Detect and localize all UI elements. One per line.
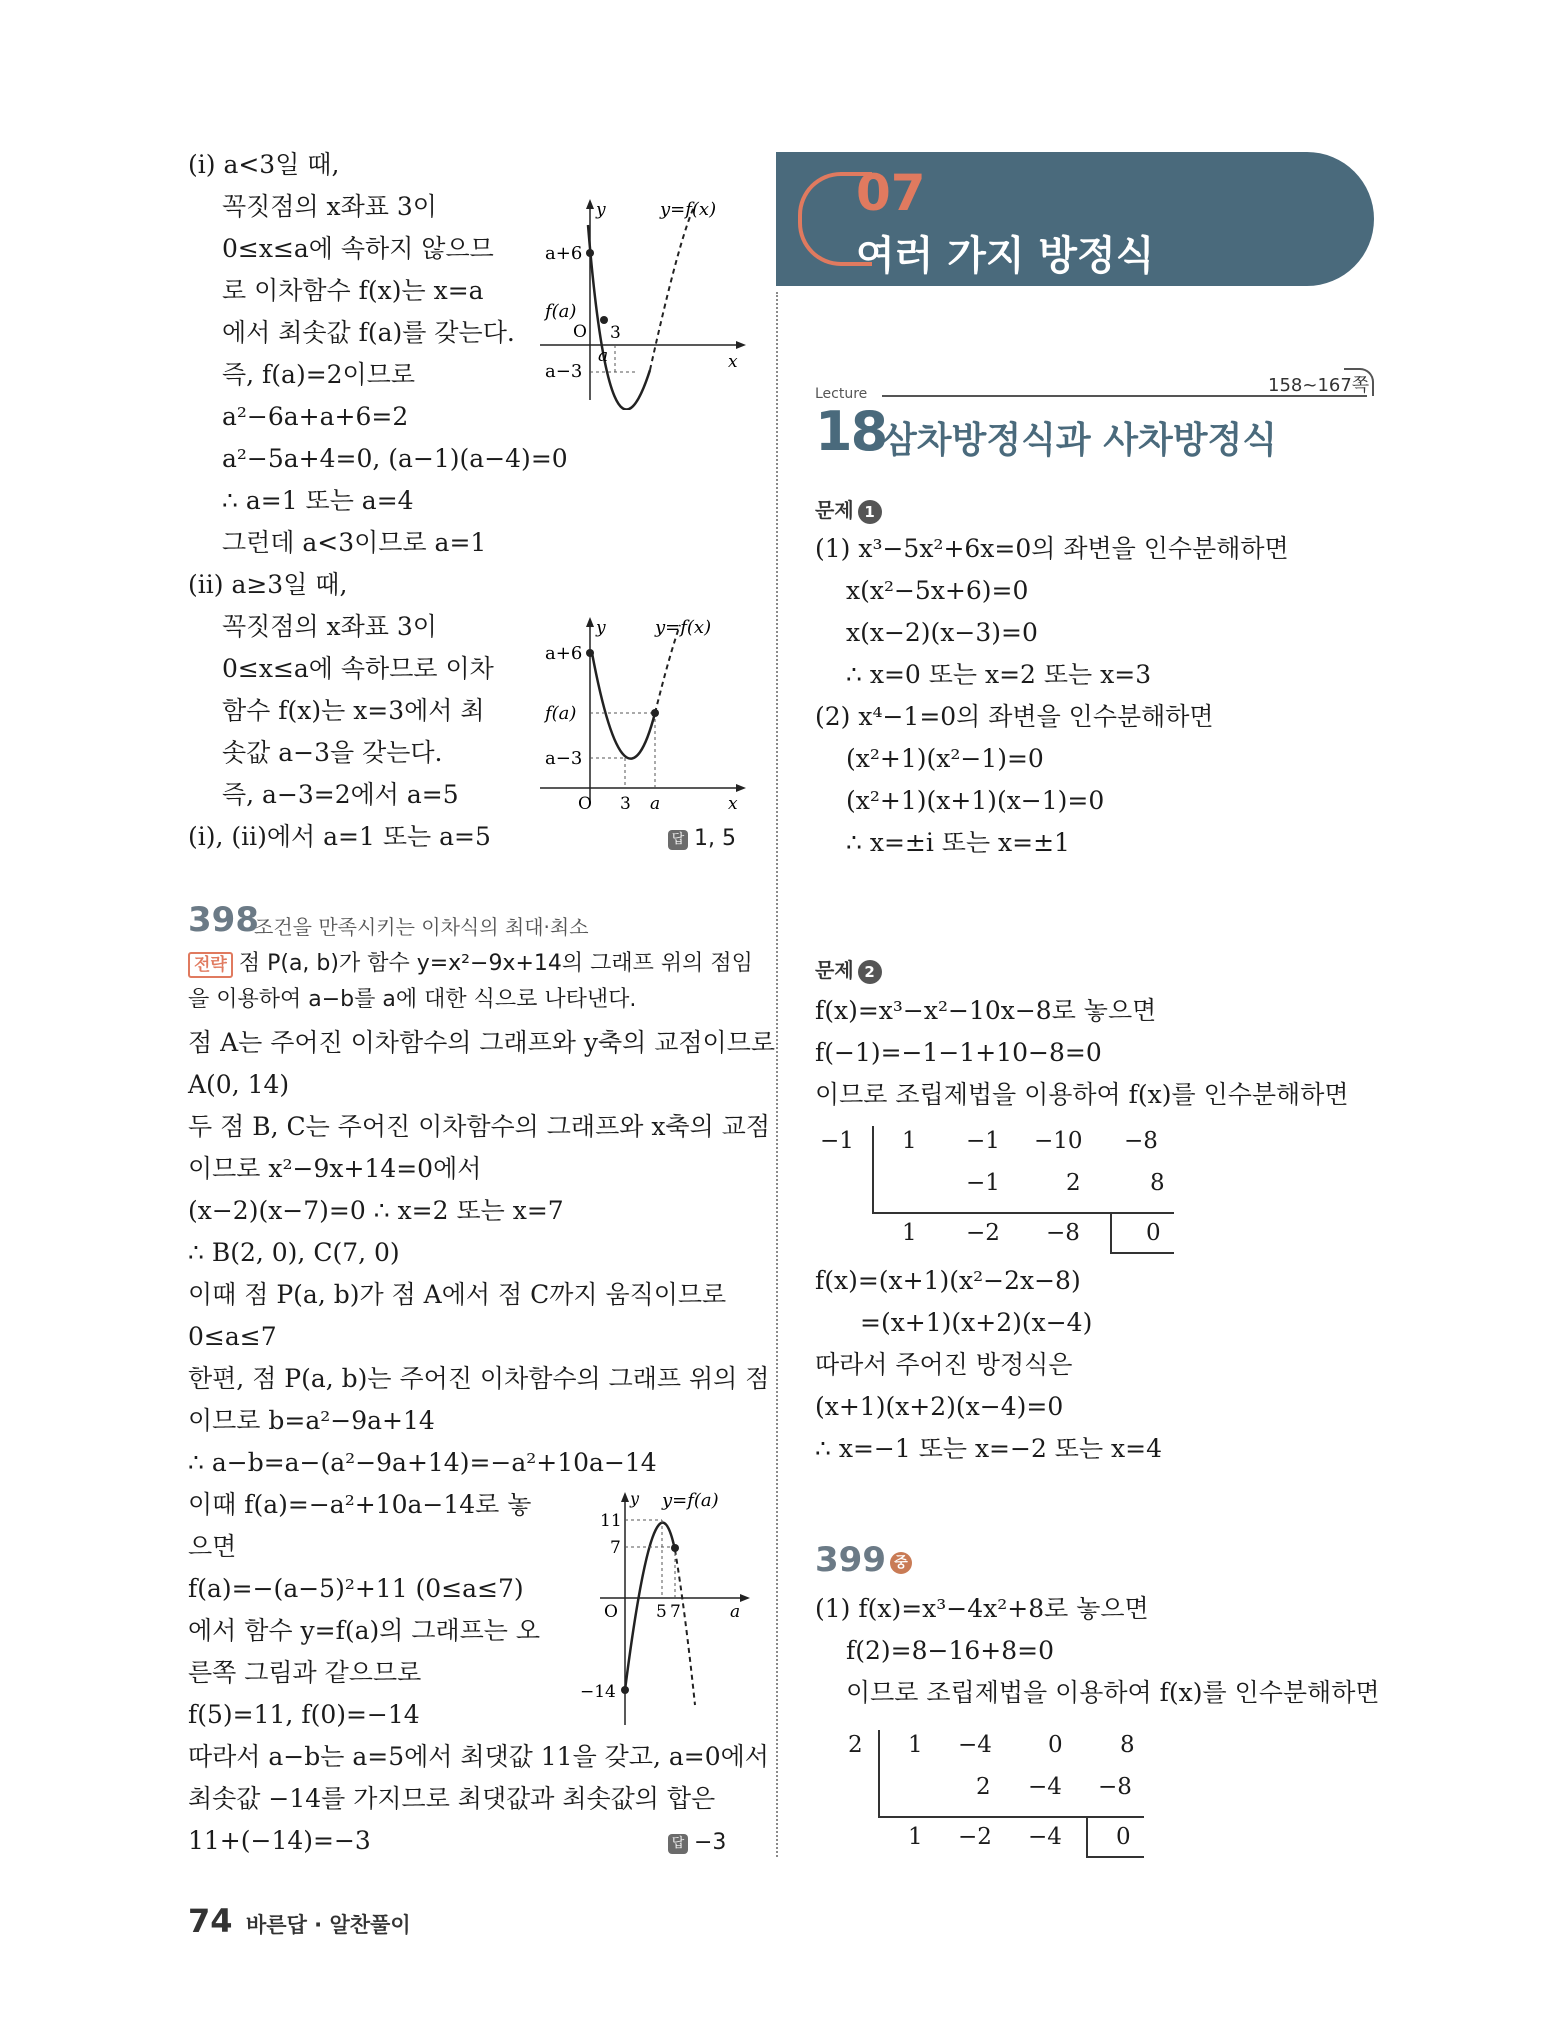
case2-heading: (ⅱ) a≥3일 때,	[188, 570, 348, 599]
case1-line: 꼭짓점의 x좌표 3이	[222, 192, 437, 221]
prob1-line: ∴ x=±i 또는 x=±1	[846, 828, 1070, 857]
answer-value: −3	[694, 1830, 727, 1855]
prob2-line: =(x+1)(x+2)(x−4)	[860, 1308, 1093, 1337]
case1-line: ∴ a=1 또는 a=4	[222, 486, 414, 515]
label-seven-x: 7	[670, 1602, 681, 1622]
synth-divisor: 2	[848, 1732, 863, 1758]
q398-line: 이므로 x²−9x+14=0에서	[188, 1154, 482, 1183]
synth-cell: −10	[1034, 1128, 1083, 1154]
label-y: y	[596, 618, 606, 638]
q399-line: f(2)=8−16+8=0	[846, 1636, 1054, 1665]
synth-cell: −4	[1028, 1824, 1062, 1850]
question-number-399	[815, 1540, 912, 1580]
synth-remainder: 0	[1116, 1824, 1131, 1850]
prob2-line: f(−1)=−1−1+10−8=0	[815, 1038, 1102, 1067]
graph-398	[580, 1490, 750, 1730]
label-fa: f(a)	[545, 703, 577, 724]
prob1-line: x(x²−5x+6)=0	[846, 576, 1029, 605]
prob2-line: 이므로 조립제법을 이용하여 f(x)를 인수분해하면	[815, 1080, 1349, 1109]
synth-cell: 2	[976, 1774, 991, 1800]
synthetic-division-399	[848, 1732, 1168, 1862]
answer-tag: 답	[668, 830, 688, 850]
graph-case2	[540, 613, 750, 813]
synth-remainder-box	[1110, 1212, 1112, 1252]
label-five: 5	[656, 1602, 667, 1622]
case2-line: 솟값 a−3을 갖는다.	[222, 738, 443, 767]
label-neg14: −14	[580, 1682, 616, 1702]
synth-cell: 1	[902, 1220, 917, 1246]
strategy-line	[188, 950, 753, 978]
lecture-rule	[882, 395, 1367, 397]
q398-line: 0≤a≤7	[188, 1322, 277, 1351]
answer-398	[668, 1830, 726, 1855]
problem-number: 1	[858, 500, 882, 524]
prob1-line: (x²+1)(x+1)(x−1)=0	[846, 786, 1105, 815]
footer-title: 바른답 · 알찬풀이	[246, 1913, 411, 1937]
strategy-text: 점 P(a, b)가 함수 y=x²−9x+14의 그래프 위의 점임	[238, 951, 753, 976]
synth-remainder-box	[1086, 1856, 1144, 1858]
problem-2-heading	[815, 954, 882, 984]
synth-hline	[872, 1212, 1174, 1214]
synth-cell: 1	[902, 1128, 917, 1154]
prob1-line: (x²+1)(x²−1)=0	[846, 744, 1044, 773]
difficulty-badge: 중	[890, 1552, 912, 1574]
chapter-title: 여러 가지 방정식	[856, 233, 1155, 279]
case1-line: a²−6a+a+6=2	[222, 402, 409, 431]
case2-line: 0≤x≤a에 속하므로 이차	[222, 654, 494, 683]
label-y: y	[596, 200, 606, 220]
prob2-line: ∴ x=−1 또는 x=−2 또는 x=4	[815, 1434, 1162, 1463]
q398-line: 이때 f(a)=−a²+10a−14로 놓	[188, 1490, 532, 1519]
synth-cell: −8	[1046, 1220, 1080, 1246]
label-a: a	[598, 346, 609, 366]
q398-line: ∴ B(2, 0), C(7, 0)	[188, 1238, 400, 1267]
prob2-line: f(x)=x³−x²−10x−8로 놓으면	[815, 996, 1157, 1025]
label-eleven: 11	[600, 1511, 622, 1531]
case1-line: 그런데 a<3이므로 a=1	[222, 528, 487, 557]
problem-number: 2	[858, 960, 882, 984]
q398-line: A(0, 14)	[188, 1070, 290, 1099]
q398-line: 으면	[188, 1532, 237, 1561]
answer-value: 1, 5	[694, 826, 736, 851]
label-three: 3	[620, 794, 631, 813]
lecture-line-cap	[1344, 368, 1374, 396]
case1-line: a²−5a+4=0, (a−1)(a−4)=0	[222, 444, 568, 473]
synth-cell: 0	[1048, 1732, 1063, 1758]
strategy-line: 을 이용하여 a−b를 a에 대한 식으로 나타낸다.	[188, 987, 637, 1012]
question-title-398: 조건을 만족시키는 이차식의 최대·최소	[254, 915, 589, 939]
chapter-banner	[776, 152, 1374, 286]
synth-vline	[878, 1730, 880, 1816]
q398-line: 이므로 b=a²−9a+14	[188, 1406, 435, 1435]
prob1-line: x(x−2)(x−3)=0	[846, 618, 1038, 647]
label-a-minus-3: a−3	[545, 361, 583, 382]
synth-vline	[872, 1126, 874, 1212]
conclusion: (ⅰ), (ⅱ)에서 a=1 또는 a=5	[188, 822, 491, 851]
synth-cell: 1	[908, 1732, 923, 1758]
q398-line: 한편, 점 P(a, b)는 주어진 이차함수의 그래프 위의 점	[188, 1364, 770, 1393]
prob2-line: (x+1)(x+2)(x−4)=0	[815, 1392, 1064, 1421]
problem-1-heading	[815, 494, 882, 524]
label-seven: 7	[610, 1538, 621, 1558]
case1-line: 즉, f(a)=2이므로	[222, 360, 416, 389]
label-y: y	[630, 1490, 640, 1508]
synth-remainder-box	[1110, 1252, 1174, 1254]
question-number-398: 398	[188, 900, 259, 940]
case1-line: 0≤x≤a에 속하지 않으므	[222, 234, 494, 263]
synth-cell: −1	[966, 1128, 1000, 1154]
synth-cell: −8	[1124, 1128, 1158, 1154]
label-a-minus-3: a−3	[545, 748, 583, 769]
q399-line: 이므로 조립제법을 이용하여 f(x)를 인수분해하면	[846, 1678, 1380, 1707]
synth-cell: 8	[1120, 1732, 1135, 1758]
label-a-plus-6: a+6	[545, 643, 583, 664]
q398-line: 에서 함수 y=f(a)의 그래프는 오	[188, 1616, 541, 1645]
q398-line: 최솟값 −14를 가지므로 최댓값과 최솟값의 합은	[188, 1784, 716, 1813]
synth-cell: −2	[966, 1220, 1000, 1246]
prob2-line: 따라서 주어진 방정식은	[815, 1350, 1073, 1379]
synth-cell: −2	[958, 1824, 992, 1850]
curve-label: y=f(x)	[660, 199, 717, 220]
label-x: x	[728, 352, 738, 372]
q398-line: 점 A는 주어진 이차함수의 그래프와 y축의 교점이므로	[188, 1028, 776, 1057]
q398-line: 따라서 a−b는 a=5에서 최댓값 11을 갖고, a=0에서	[188, 1742, 769, 1771]
q398-line: 두 점 B, C는 주어진 이차함수의 그래프와 x축의 교점	[188, 1112, 770, 1141]
answer-1	[668, 826, 736, 851]
prob1-line: ∴ x=0 또는 x=2 또는 x=3	[846, 660, 1152, 689]
q398-line: f(5)=11, f(0)=−14	[188, 1700, 420, 1729]
synth-hline	[878, 1816, 1144, 1818]
problem-label: 문제	[815, 958, 854, 982]
label-fa: f(a)	[545, 301, 577, 322]
synth-cell: 2	[1066, 1170, 1081, 1196]
label-origin: O	[578, 794, 592, 813]
prob2-line: f(x)=(x+1)(x²−2x−8)	[815, 1266, 1081, 1295]
case2-line: 꼭짓점의 x좌표 3이	[222, 612, 437, 641]
label-a: a	[650, 794, 661, 813]
case2-line: 즉, a−3=2에서 a=5	[222, 780, 459, 809]
curve-label: y=f(a)	[662, 1490, 719, 1511]
q399-line: (1) f(x)=x³−4x²+8로 놓으면	[815, 1594, 1149, 1623]
synth-cell: −4	[1028, 1774, 1062, 1800]
prob1-line: (2) x⁴−1=0의 좌변을 인수분해하면	[815, 702, 1214, 731]
lecture-pages: 158~167쪽	[1268, 375, 1370, 396]
strategy-tag: 전략	[188, 952, 233, 978]
q398-line: 른쪽 그림과 같으므로	[188, 1658, 422, 1687]
label-x: x	[728, 794, 738, 813]
q398-line: 이때 점 P(a, b)가 점 A에서 점 C까지 움직이므로	[188, 1280, 727, 1309]
case1-line: 에서 최솟값 f(a)를 갖는다.	[222, 318, 515, 347]
curve-label: y=f(x)	[655, 617, 712, 638]
label-a: a	[730, 1602, 741, 1622]
synth-remainder-box	[1086, 1816, 1088, 1856]
q398-line: 11+(−14)=−3	[188, 1826, 371, 1855]
case2-line: 함수 f(x)는 x=3에서 최	[222, 696, 485, 725]
q398-line: f(a)=−(a−5)²+11 (0≤a≤7)	[188, 1574, 524, 1603]
prob1-line: (1) x³−5x²+6x=0의 좌변을 인수분해하면	[815, 534, 1289, 563]
label-three: 3	[610, 323, 621, 343]
problem-label: 문제	[815, 498, 854, 522]
label-origin: O	[604, 1602, 618, 1622]
graph-case1	[540, 195, 750, 410]
question-number-value: 399	[815, 1540, 886, 1580]
synth-cell: −1	[966, 1170, 1000, 1196]
q398-line: (x−2)(x−7)=0 ∴ x=2 또는 x=7	[188, 1196, 564, 1225]
synth-cell: −4	[958, 1732, 992, 1758]
synth-cell: 8	[1150, 1170, 1165, 1196]
case1-line: 로 이차함수 f(x)는 x=a	[222, 276, 484, 305]
synth-remainder: 0	[1146, 1220, 1161, 1246]
page-number: 74	[188, 1902, 233, 1940]
case1-heading: (ⅰ) a<3일 때,	[188, 150, 340, 179]
synthetic-division-2	[820, 1128, 1180, 1258]
label-origin: O	[573, 322, 587, 342]
column-divider	[776, 292, 778, 1857]
lecture-number: 18	[815, 400, 887, 463]
synth-cell: −8	[1098, 1774, 1132, 1800]
chapter-number: 07	[856, 164, 926, 222]
synth-cell: 1	[908, 1824, 923, 1850]
lecture-label: Lecture	[815, 386, 868, 402]
lecture-title: 삼차방정식과 사차방정식	[882, 420, 1278, 461]
answer-tag: 답	[668, 1834, 688, 1854]
q398-line: ∴ a−b=a−(a²−9a+14)=−a²+10a−14	[188, 1448, 657, 1477]
synth-divisor: −1	[820, 1128, 854, 1154]
label-a-plus-6: a+6	[545, 243, 583, 264]
